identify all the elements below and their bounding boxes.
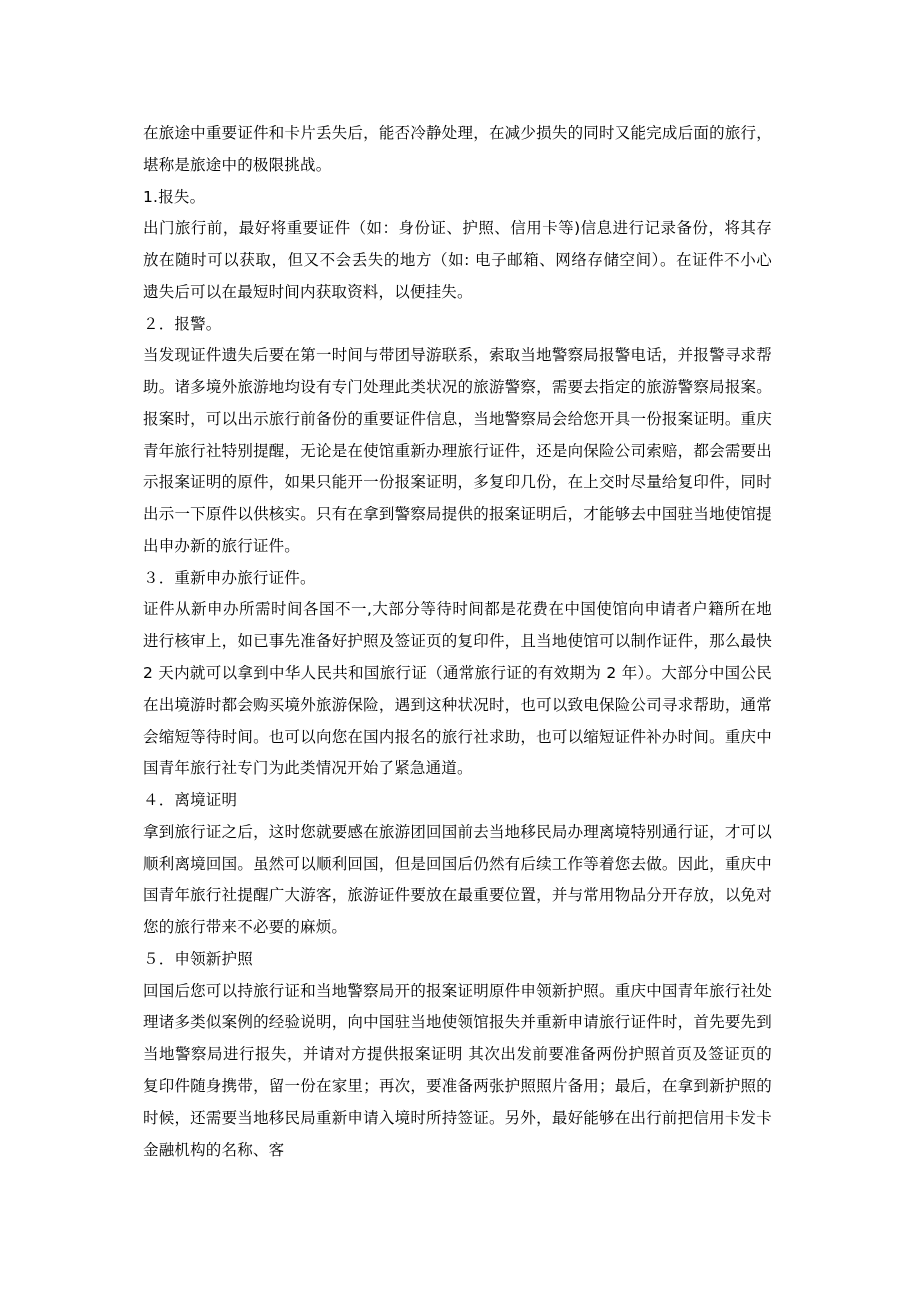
paragraph-1: 出门旅行前，最好将重要证件（如：身份证、护照、信用卡等)信息进行记录备份，将其存放在随时可以获取，但又不会丢失的地方（如: 电子邮箱、网络存储空间）。在证件不小心遗失后可以在最短时间内获取资料，以便挂失。 — [143, 219, 772, 301]
paragraph-2: 当发现证件遗失后要在第一时间与带团导游联系，索取当地警察局报警电话，并报警寻求帮助。诸多境外旅游地均设有专门处理此类状况的旅游警察，需要去指定的旅游警察局报案。报案时，可以出示旅行前备份的重要证件信息，当地警察局会给您开具一份报案证明。重庆青年旅行社特别提醒，无论是在使馆重新办理旅行证件，还是向保险公司索赔，都会需要出示报案证明的原件，如果只能开一份报案证明，多复印几份，在上交时尽量给复印件，同时出示一下原件以供核实。只有在拿到警察局提供的报案证明后，才能够去中国驻当地使馆提出申办新的旅行证件。 — [143, 346, 772, 555]
heading-5: ５．申领新护照 — [143, 949, 253, 968]
paragraph-intro: 在旅途中重要证件和卡片丢失后，能否冷静处理，在减少损失的同时又能完成后面的旅行，堪称是旅途中的极限挑战。 — [143, 124, 772, 174]
paragraph-4: 拿到旅行证之后，这时您就要感在旅游团回国前去当地移民局办理离境特别通行证，才可以顺利离境回国。虽然可以顺利回国，但是回国后仍然有后续工作等着您去做。因此，重庆中国青年旅行社提醒广大游客，旅游证件要放在最重要位置，并与常用物品分开存放，以免对您的旅行带来不必要的麻烦。 — [143, 822, 772, 937]
paragraph-5: 回国后您可以持旅行证和当地警察局开的报案证明原件申领新护照。重庆中国青年旅行社处理诸多类似案例的经验说明，向中国驻当地使领馆报失并重新申请旅行证件时，首先要先到当地警察局进行报失，并请对方提供报案证明 其次出发前要准备两份护照首页及签证页的复印件随身携带，留一份在家里；再次，要准备两张护照照片备用；最后，在拿到新护照的时候，还需要当地移民局重新申请入境时所持签证。另外，最好能够在出行前把信用卡发卡金融机构的名称、客 — [143, 981, 772, 1159]
heading-4: ４．离境证明 — [143, 791, 238, 810]
paragraph-3: 证件从新申办所需时间各国不一,大部分等待时间都是花费在中国使馆向申请者户籍所在地进行核审上，如已事先准备好护照及签证页的复印件，且当地使馆可以制作证件，那么最快 2 天内就可以拿到中华人民共和国旅行证（通常旅行证的有效期为 2 年）。大部分中国公民在出境游时都会购买境外旅游保险，遇到这种状况时，也可以致电保险公司寻求帮助，通常会缩短等待时间。也可以向您在国内报名的旅行社求助，也可以缩短证件补办时间。重庆中国青年旅行社专门为此类情况开始了紧急通道。 — [143, 600, 772, 778]
heading-2: ２．报警。 — [143, 314, 222, 333]
document-body — [143, 118, 772, 1166]
heading-3: ３．重新申办旅行证件。 — [143, 568, 316, 587]
heading-1: 1.报失。 — [143, 187, 206, 206]
